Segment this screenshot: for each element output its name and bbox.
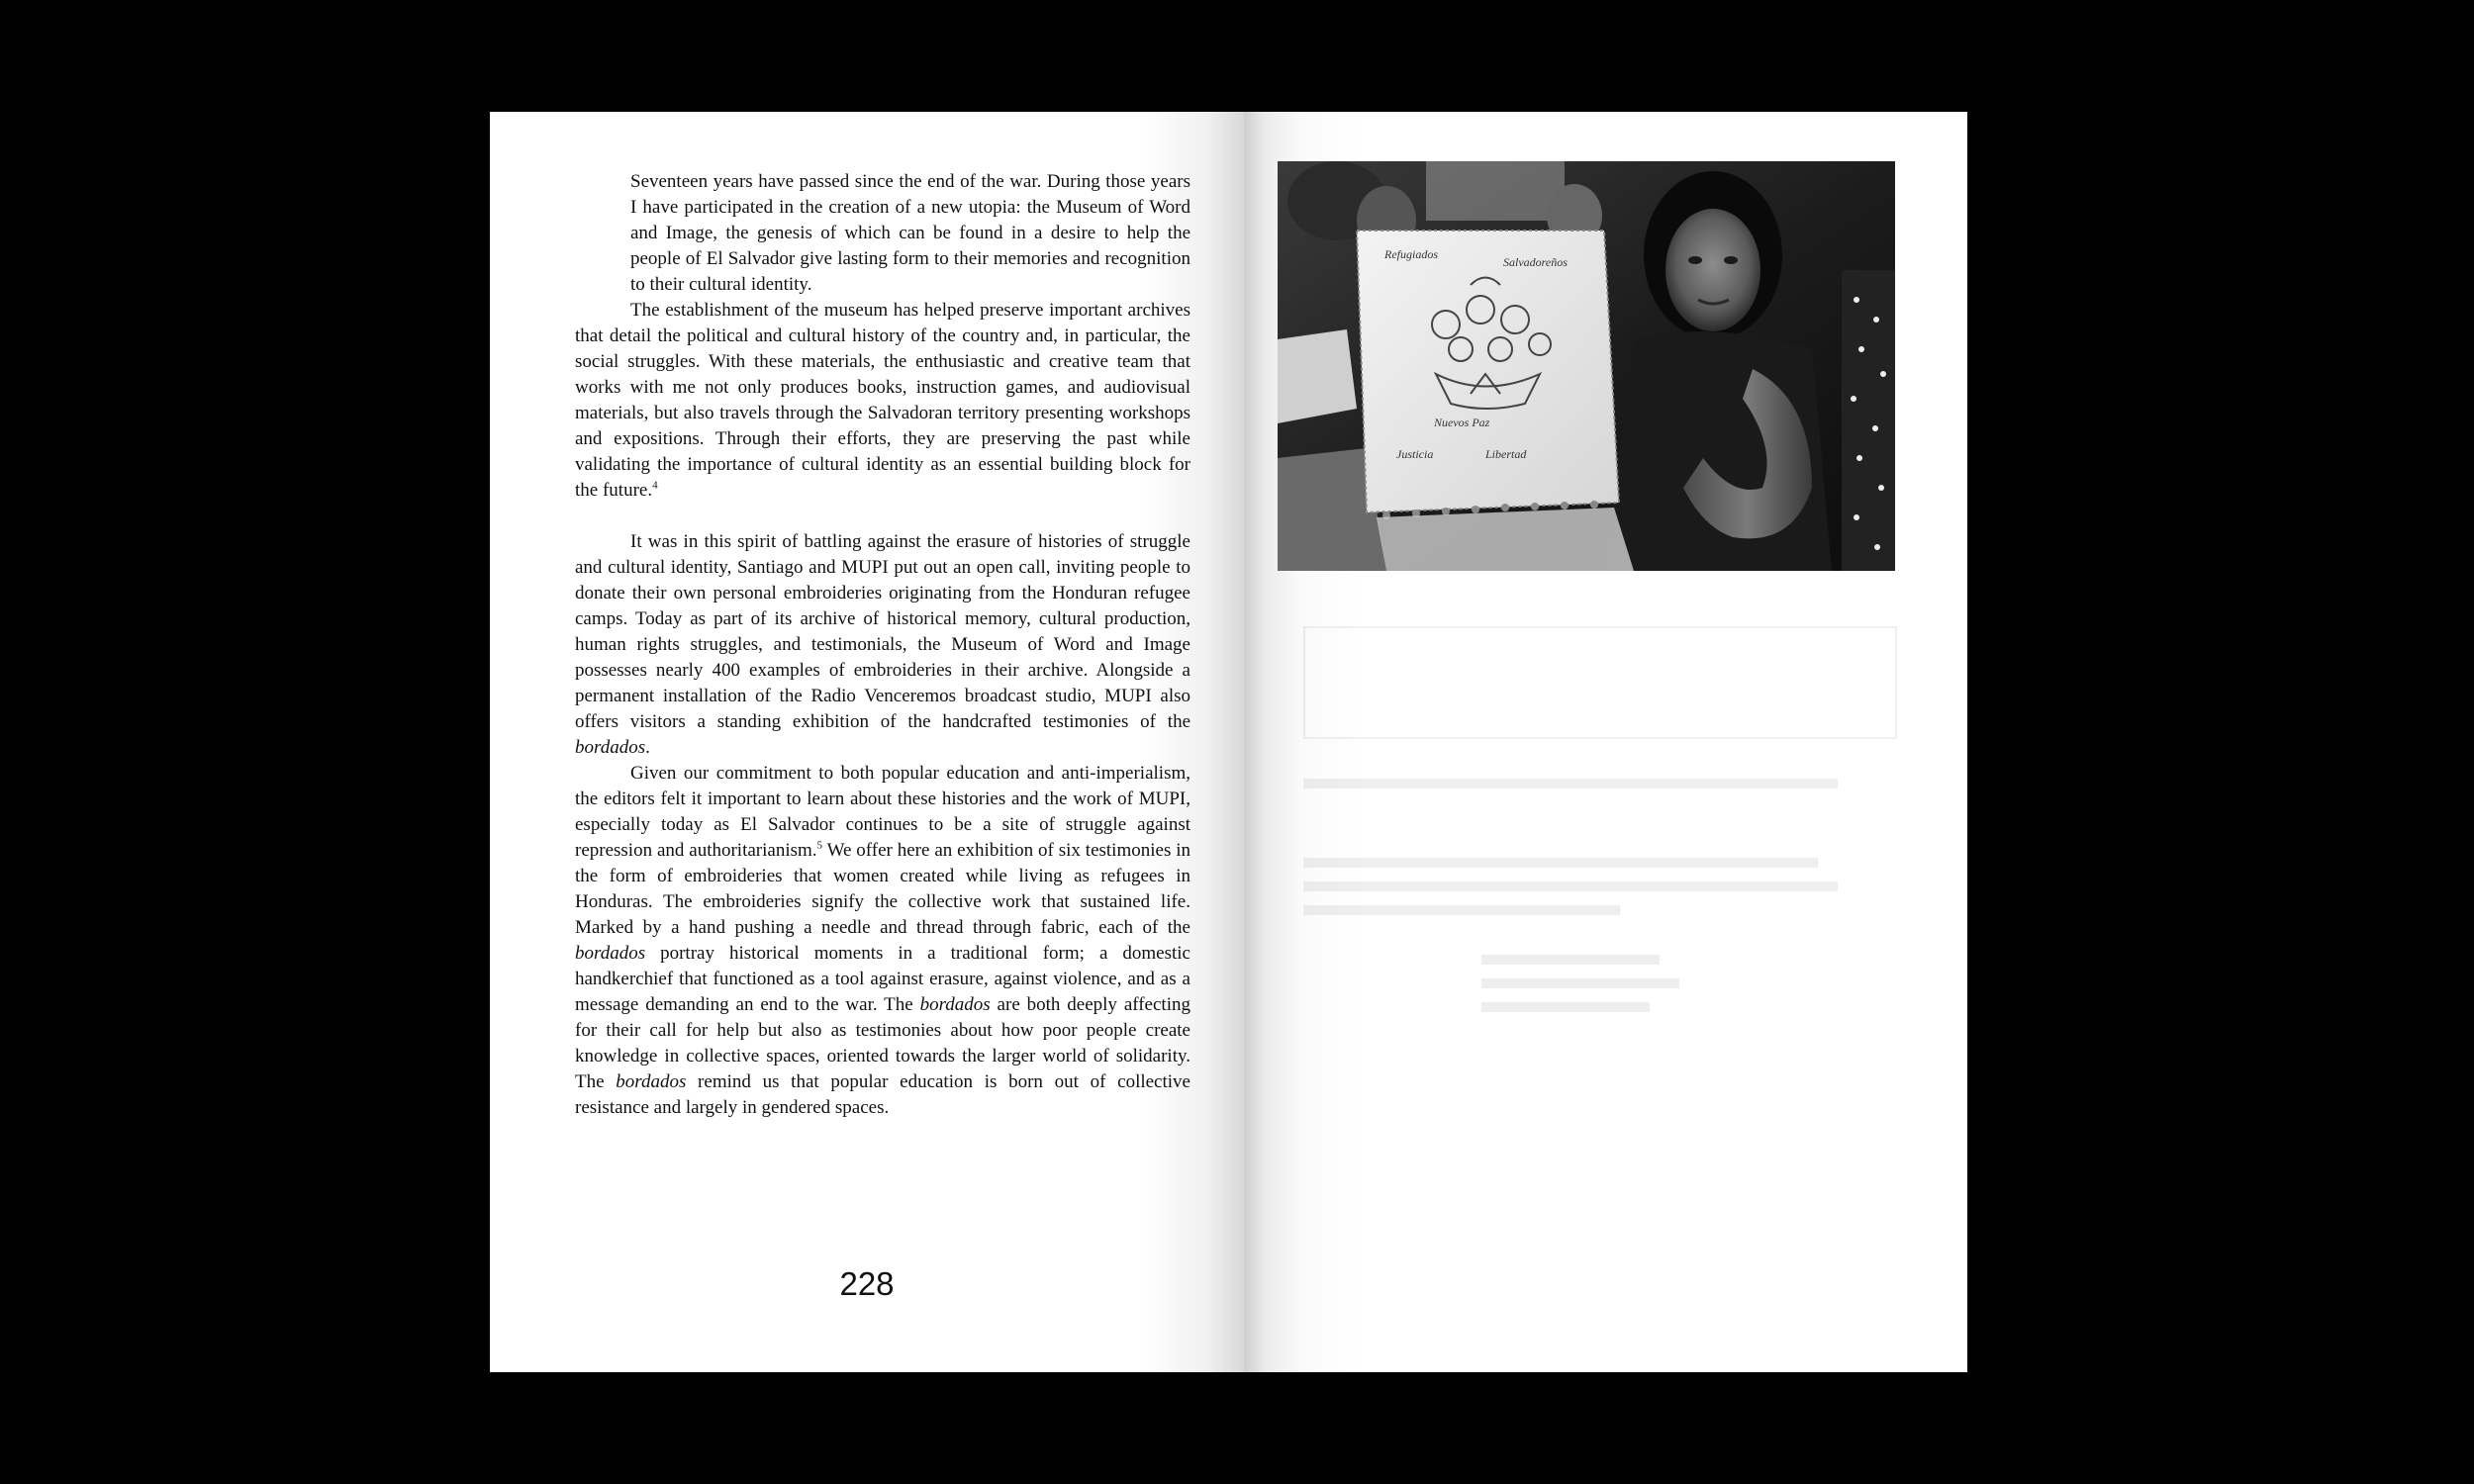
cloth-word-3: Nuevos Paz (1434, 416, 1490, 429)
right-page (1244, 112, 1967, 1372)
paragraph-3-text: It was in this spirit of battling against the erasure of histories of struggle and cultural identity, Santiago and MUPI put out an open call, inviting people to donate their own personal embroideries originating from the Honduran refugee camps. Today as part of its archive of historical memory, cultural production, human rights struggles, and testimonials, the Museum of Word and Image possesses nearly 400 examples of embroideries in their archive. Alongside a permanent installation of the Radio Venceremos broadcast studio, MUPI also offers visitors a standing exhibition of the handcrafted testimonies of the (575, 531, 1190, 732)
paragraph-2 (575, 298, 1190, 504)
cloth-word-4: Justicia (1396, 447, 1434, 461)
left-page (490, 112, 1244, 1372)
cloth-word-5: Libertad (1485, 447, 1527, 461)
paragraph-3 (575, 529, 1190, 761)
embroidery-photo (1278, 161, 1895, 571)
page-number: 228 (839, 1265, 895, 1302)
paragraph-4 (575, 761, 1190, 1121)
body-text (575, 169, 1190, 1121)
show-through-shadow (1303, 626, 1897, 1012)
paragraph-3-end: . (645, 737, 650, 758)
paragraph-4-e: remind us that popular education is born out of collective resistance and largely in gendered spaces. (575, 1071, 1190, 1118)
paragraph-3-italic: bordados (575, 737, 646, 758)
paragraph-4-d: are both deeply affecting for their call for help but also as testimonies about how poor people create knowledge in collective spaces, oriented towards the larger world of solidarity. The (575, 994, 1190, 1092)
paragraph-4-c: portray historical moments in a traditional form; a domestic handkerchief that functioned as a tool against erasure, against violence, and as a message demanding an end to the war. The (575, 943, 1190, 1015)
paragraph-1: Seventeen years have passed since the end of the war. During those years I have participated in the creation of a new utopia: the Museum of Word and Image, the genesis of which can be found in a desire to help the people of El Salvador give lasting form to their memories and recognition to their cultural identity. (630, 171, 1190, 295)
paragraph-4-a: Given our commitment to both popular education and anti-imperialism, the editors felt it important to learn about these histories and the work of MUPI, especially today as El Salvador continues to be a site of struggle against repression and authoritarianism. (575, 763, 1190, 861)
footnote-5: 5 (816, 839, 823, 852)
paragraph-4-italic-3: bordados (616, 1071, 687, 1092)
cloth-word-1: Refugiados (1384, 247, 1438, 261)
paragraph-4-b: We offer here an exhibition of six testimonies in the form of embroideries that women created while living as refugees in Honduras. The embroideries signify the collective work that sustained life. Marked by a hand pushing a needle and thread through fabric, each of the (575, 840, 1190, 938)
book-spread (490, 112, 1967, 1372)
paragraph-4-italic-2: bordados (919, 994, 991, 1015)
paragraph-4-italic-1: bordados (575, 943, 646, 964)
footnote-4: 4 (652, 479, 658, 492)
paragraph-2-text: The establishment of the museum has helped preserve important archives that detail the political and cultural history of the country and, in particular, the social struggles. With these materials, the enthusiastic and creative team that works with me not only produces books, instruction games, and audiovisual materials, but also travels through the Salvadoran territory presenting workshops and expositions. Through their efforts, they are preserving the past while validating the importance of cultural identity as an essential building block for the future. (575, 300, 1190, 501)
photo-image (1278, 161, 1895, 571)
cloth-word-2: Salvadoreños (1503, 255, 1568, 269)
